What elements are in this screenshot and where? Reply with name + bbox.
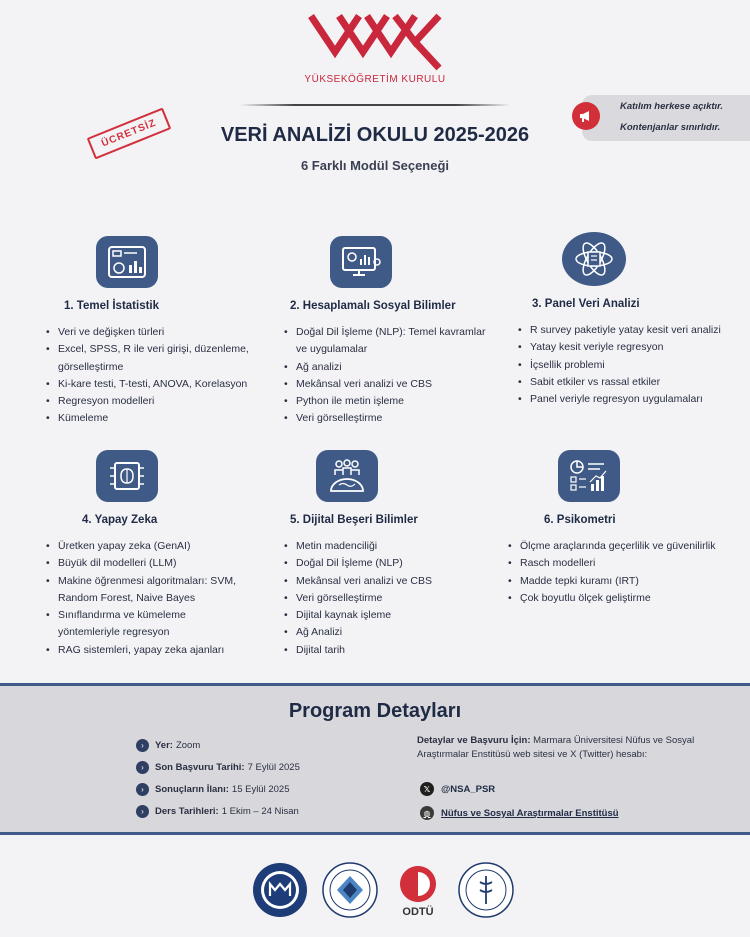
topic-item: • Veri görselleştirme: [284, 590, 524, 607]
topic-item: • Veri ve değişken türleri: [46, 324, 286, 341]
chevron-right-icon: ›: [136, 761, 149, 774]
topic-item: • Doğal Dil İşleme (NLP): Temel kavramlar: [284, 324, 524, 341]
topic-item: • Dijital kaynak işleme: [284, 607, 524, 624]
program-details-panel: [0, 683, 750, 835]
topic-item: • R survey paketiyle yatay kesit veri analizi: [518, 322, 750, 339]
module-topic-list: [46, 538, 286, 659]
module-card: [508, 450, 748, 607]
topic-item: • Çok boyutlu ölçek geliştirme: [508, 590, 748, 607]
detail-value: 7 Eylül 2025: [247, 762, 300, 773]
detail-label: Son Başvuru Tarihi:: [155, 762, 245, 773]
chevron-right-icon: ›: [136, 783, 149, 796]
detail-value: 15 Eylül 2025: [231, 784, 290, 795]
module-card: [46, 236, 286, 428]
topic-item: • Doğal Dil İşleme (NLP): [284, 555, 524, 572]
partner-logos: [0, 862, 750, 922]
detail-row-location: [136, 739, 200, 752]
module-topic-list: [508, 538, 748, 607]
topic-item: • Ağ analizi: [284, 359, 524, 376]
notice-line-1: Katılım herkese açıktır.: [620, 101, 723, 112]
topic-item: • Ölçme araçlarında geçerlilik ve güvenilirlik: [508, 538, 748, 555]
people-globe-icon: [316, 450, 378, 502]
module-card: [518, 232, 750, 408]
topic-item: • Mekânsal veri analizi ve CBS: [284, 573, 524, 590]
twitter-handle-text: @NSA_PSR: [441, 783, 496, 795]
topic-item: • Makine öğrenmesi algoritmaları: SVM,: [46, 573, 286, 590]
detail-row-dates: [136, 805, 299, 818]
topic-item: • Yatay kesit veriyle regresyon: [518, 339, 750, 356]
topic-item: • Madde tepki kuramı (IRT): [508, 573, 748, 590]
topic-item: • Dijital tarih: [284, 642, 524, 659]
module-title: 4. Yapay Zeka: [82, 514, 158, 526]
chevron-right-icon: ›: [136, 739, 149, 752]
yok-logo: [300, 12, 450, 102]
detail-value: Zoom: [175, 740, 201, 751]
topic-item: • Python ile metin işleme: [284, 393, 524, 410]
topic-item: • Excel, SPSS, R ile veri girişi, düzenleme,: [46, 341, 286, 358]
topic-item: • Veri görselleştirme: [284, 410, 524, 427]
itu-seal: [458, 862, 514, 918]
brain-chip-icon: [96, 450, 158, 502]
chevron-right-icon: ›: [136, 805, 149, 818]
topic-item: ve uygulamalar: [296, 343, 368, 356]
twitter-handle[interactable]: [420, 782, 495, 796]
org-name: YÜKSEKÖĞRETİM KURULU: [304, 74, 446, 85]
detail-row-deadline: [136, 761, 300, 774]
detail-label: Sonuçların İlanı:: [155, 784, 229, 795]
header-divider: [240, 104, 510, 106]
x-twitter-icon: 𝕏: [420, 782, 434, 796]
website-link[interactable]: [420, 806, 619, 820]
topic-item: • Panel veriyle regresyon uygulamaları: [518, 391, 750, 408]
module-card: [284, 450, 524, 659]
topic-item: yöntemleriyle regresyon: [58, 626, 170, 639]
monitor-gear-icon: [330, 236, 392, 288]
checklist-chart-icon: [558, 450, 620, 502]
topic-item: Random Forest, Naive Bayes: [58, 591, 196, 604]
atom-document-icon: [562, 232, 626, 286]
module-topic-list: [518, 322, 750, 408]
topic-item: • Regresyon modelleri: [46, 393, 286, 410]
module-card: [46, 450, 286, 659]
topic-item: • İçsellik problemi: [518, 357, 750, 374]
topic-item: • Sabit etkiler vs rassal etkiler: [518, 374, 750, 391]
bogazici-university-seal: [322, 862, 378, 918]
topic-item: • RAG sistemleri, yapay zeka ajanları: [46, 642, 286, 659]
page-subtitle: 6 Farklı Modül Seçeneği: [300, 158, 450, 173]
detail-value: 1 Ekim – 24 Nisan: [221, 806, 299, 817]
detail-row-results: [136, 783, 289, 796]
topic-item: • Üretken yapay zeka (GenAI): [46, 538, 286, 555]
topic-item: • Rasch modelleri: [508, 555, 748, 572]
page-title: VERİ ANALİZİ OKULU 2025-2026: [220, 124, 530, 146]
topic-item: • Sınıflandırma ve kümeleme: [46, 607, 286, 624]
topic-item: • Metin madenciliği: [284, 538, 524, 555]
odtu-logo: [390, 862, 446, 918]
module-title: 1. Temel İstatistik: [64, 300, 160, 312]
odtu-text: ODTÜ: [402, 906, 434, 918]
details-title: Program Detayları: [288, 700, 462, 722]
detail-label: Ders Tarihleri:: [155, 806, 219, 817]
topic-item: • Kümeleme: [46, 410, 286, 427]
website-link-text: Nüfus ve Sosyal Araştırmalar Enstitüsü: [441, 807, 619, 819]
apply-label: Detaylar ve Başvuru İçin:: [417, 735, 531, 746]
apply-info: [417, 734, 707, 762]
free-stamp: ÜCRETSİZ: [87, 107, 172, 159]
module-topic-list: [46, 324, 286, 428]
module-topic-list: [284, 538, 524, 659]
apply-text: Marmara Üniversitesi Nüfus ve Sosyal Araştırmalar Enstitüsü web sitesi ve X (Twitter) hesabı:: [417, 735, 695, 760]
topic-item: • Ağ Analizi: [284, 624, 524, 641]
marmara-university-seal: [252, 862, 308, 918]
yok-logo-mark: [305, 12, 445, 72]
topic-item: görselleştirme: [58, 360, 124, 373]
module-title: 3. Panel Veri Analizi: [532, 298, 640, 310]
notice-line-2: Kontenjanlar sınırlıdır.: [620, 122, 721, 133]
module-card: [284, 236, 524, 428]
detail-label: Yer:: [155, 740, 173, 751]
module-title: 2. Hesaplamalı Sosyal Bilimler: [290, 300, 456, 312]
topic-item: • Büyük dil modelleri (LLM): [46, 555, 286, 572]
globe-icon: ◍: [420, 806, 434, 820]
topic-item: • Mekânsal veri analizi ve CBS: [284, 376, 524, 393]
module-topic-list: [284, 324, 524, 428]
megaphone-icon: [572, 102, 600, 130]
module-title: 6. Psikometri: [544, 514, 616, 526]
dashboard-chart-icon: [96, 236, 158, 288]
topic-item: • Ki-kare testi, T-testi, ANOVA, Korelasyon: [46, 376, 286, 393]
module-title: 5. Dijital Beşeri Bilimler: [290, 514, 418, 526]
